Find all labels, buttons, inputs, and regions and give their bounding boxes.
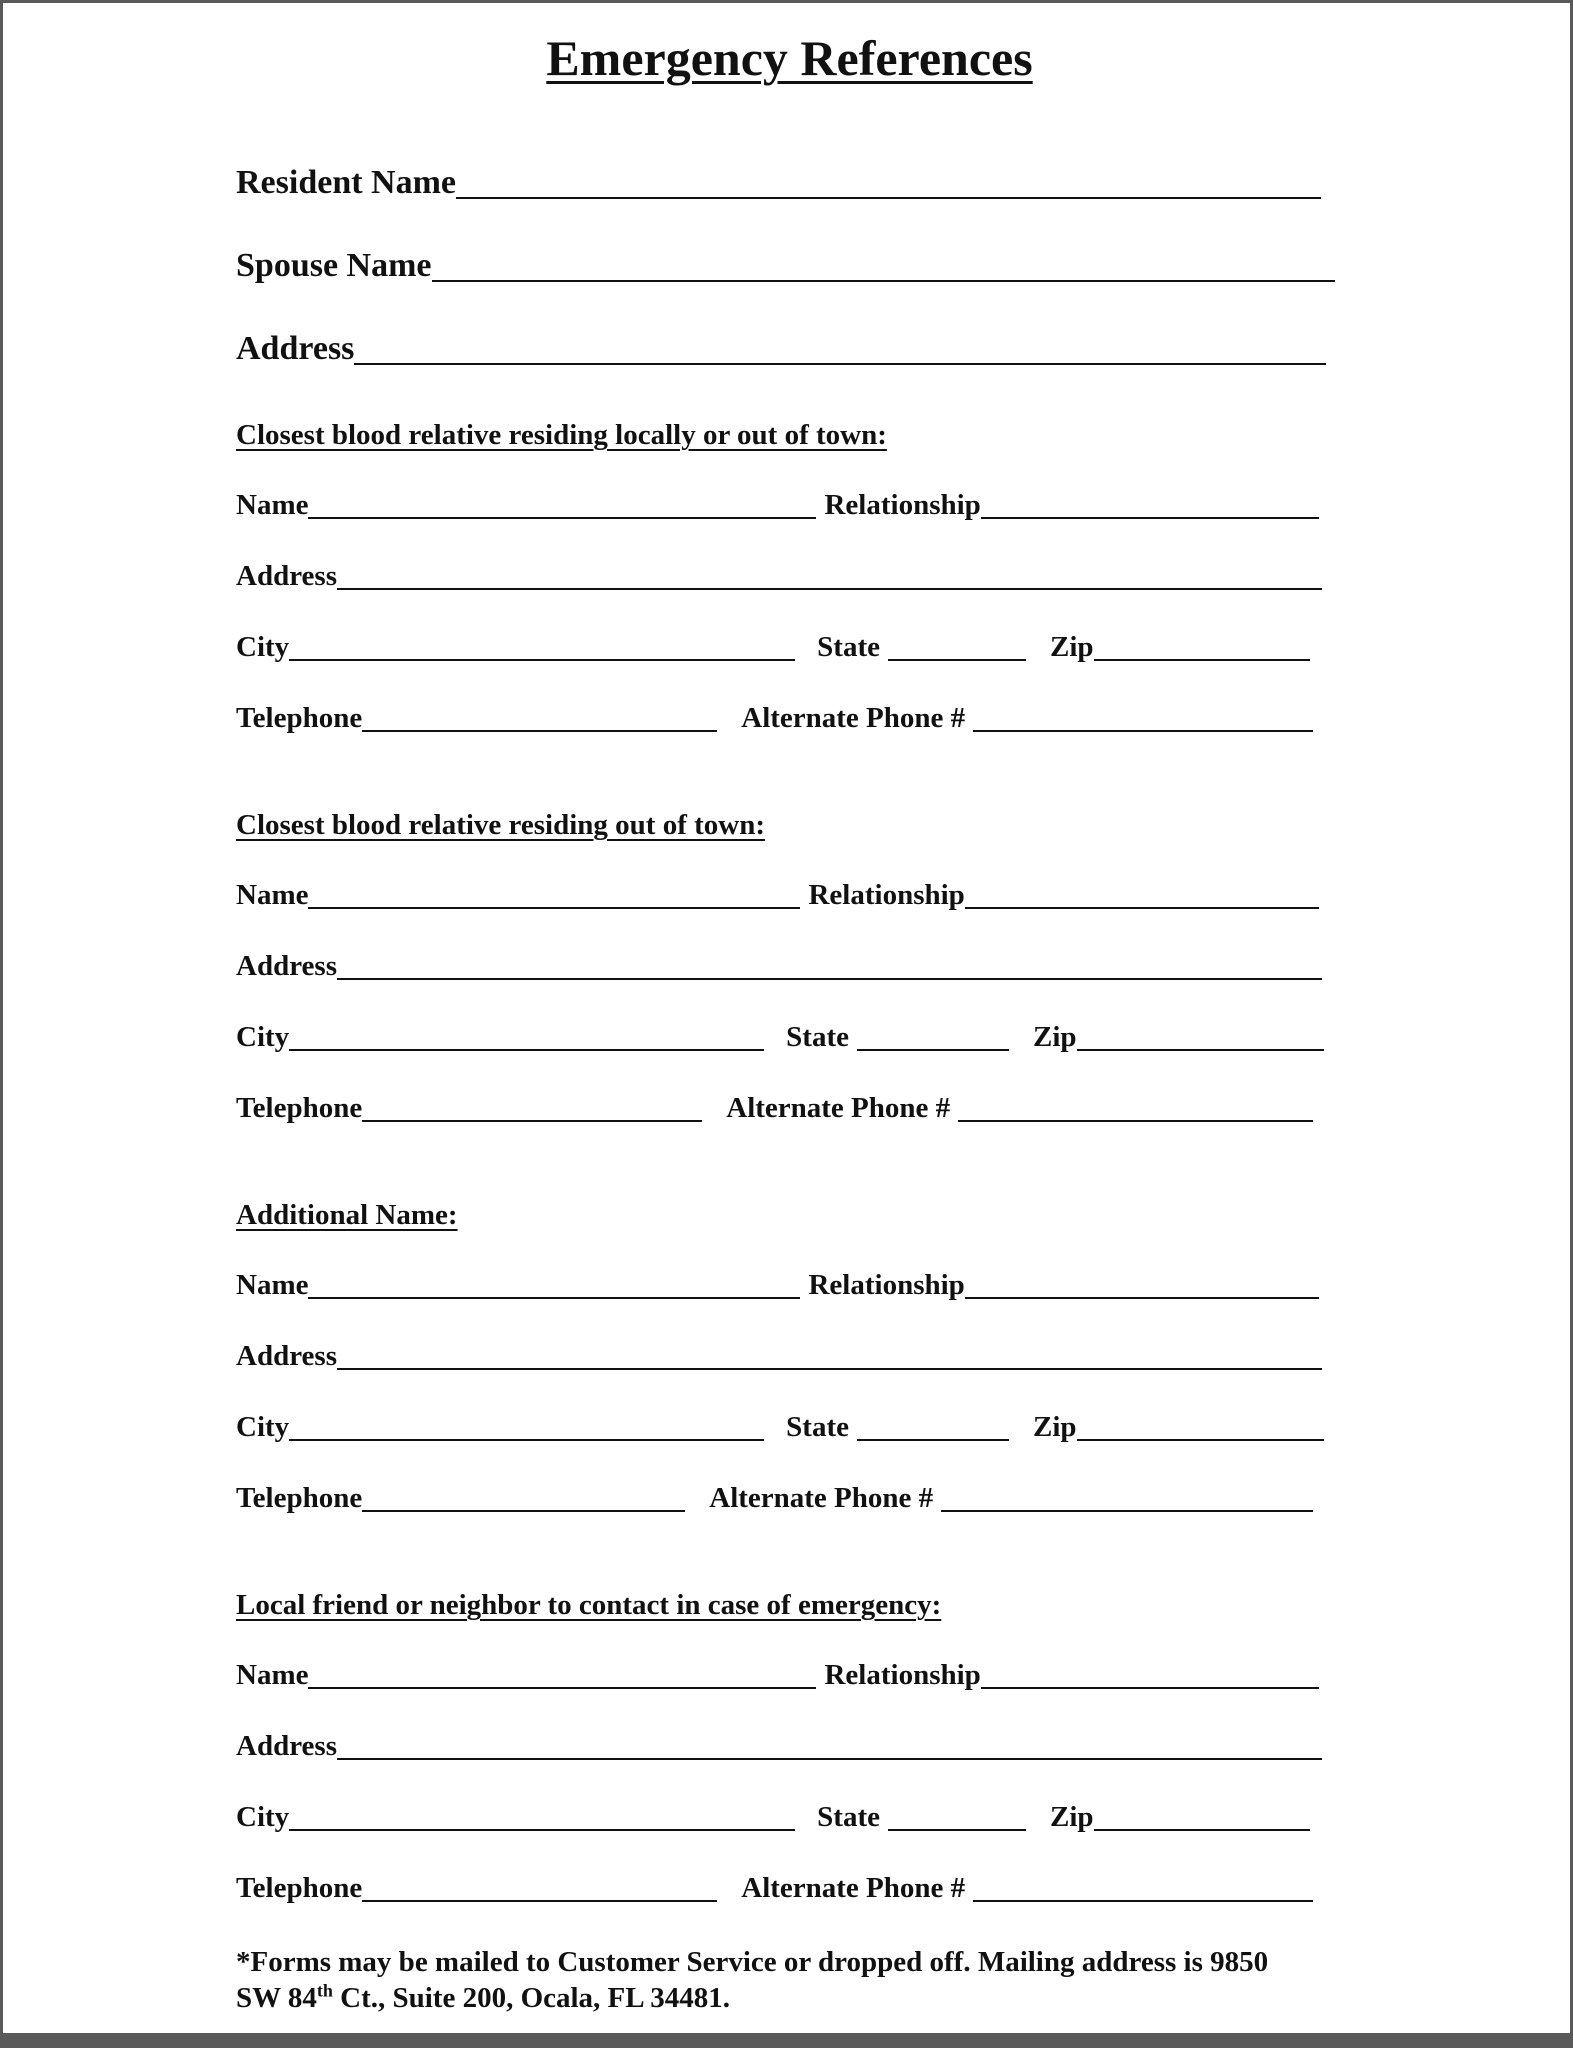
relationship-label: Relationship [824, 1659, 981, 1691]
zip-label: Zip [1033, 1021, 1077, 1053]
city-row [236, 1413, 1324, 1442]
name-label: Name [236, 1659, 309, 1691]
resident-address-field[interactable] [354, 363, 1326, 365]
zip-field[interactable] [1077, 1049, 1324, 1051]
resident-address-label: Address [236, 330, 355, 367]
state-field[interactable] [857, 1439, 1009, 1441]
mailing-note-superscript: th [316, 1980, 333, 2001]
address-label: Address [236, 1730, 337, 1762]
telephone-row [236, 1484, 1313, 1513]
resident-name-label: Resident Name [236, 164, 457, 201]
telephone-field[interactable] [362, 1120, 702, 1122]
telephone-field[interactable] [362, 1900, 717, 1902]
telephone-label: Telephone [236, 1092, 363, 1124]
alt-phone-field[interactable] [941, 1510, 1313, 1512]
telephone-field[interactable] [362, 1510, 685, 1512]
city-row [236, 633, 1310, 662]
mailing-note-line1: *Forms may be mailed to Customer Service or dropped off. Mailing address is 9850 [236, 1946, 1269, 1978]
city-label: City [236, 1411, 290, 1443]
alt-phone-field[interactable] [973, 730, 1313, 732]
address-field[interactable] [337, 1758, 1322, 1760]
city-label: City [236, 631, 290, 663]
spouse-name-label: Spouse Name [236, 247, 432, 284]
alt-phone-field[interactable] [958, 1120, 1313, 1122]
spouse-name-row [236, 249, 1335, 283]
zip-label: Zip [1050, 1801, 1094, 1833]
name-row [236, 1661, 1319, 1690]
name-field[interactable] [308, 517, 816, 519]
name-label: Name [236, 489, 309, 521]
mailing-note [236, 1944, 1376, 2016]
state-label: State [786, 1021, 849, 1053]
section-heading: Local friend or neighbor to contact in case of emergency: [236, 1589, 942, 1621]
relationship-label: Relationship [808, 1269, 965, 1301]
form-title: Emergency References [546, 30, 1033, 86]
city-label: City [236, 1801, 290, 1833]
city-field[interactable] [289, 659, 795, 661]
name-row [236, 881, 1319, 910]
state-field[interactable] [888, 1829, 1026, 1831]
state-field[interactable] [857, 1049, 1009, 1051]
city-field[interactable] [289, 1439, 764, 1441]
address-field[interactable] [337, 978, 1322, 980]
name-field[interactable] [308, 1687, 816, 1689]
section-heading: Closest blood relative residing out of town: [236, 809, 765, 841]
state-label: State [817, 1801, 880, 1833]
alt-phone-label: Alternate Phone # [741, 702, 966, 734]
relationship-field[interactable] [981, 517, 1319, 519]
section-heading: Closest blood relative residing locally or out of town: [236, 419, 887, 451]
resident-name-row [236, 166, 1321, 200]
address-row [236, 562, 1322, 591]
mailing-note-line2-start: SW 84 [236, 1982, 317, 2014]
resident-name-field[interactable] [456, 197, 1321, 199]
alt-phone-label: Alternate Phone # [741, 1872, 966, 1904]
form-page [3, 3, 1570, 2033]
zip-field[interactable] [1094, 659, 1310, 661]
city-field[interactable] [289, 1049, 764, 1051]
address-label: Address [236, 560, 337, 592]
zip-field[interactable] [1077, 1439, 1324, 1441]
address-row [236, 952, 1322, 981]
address-field[interactable] [337, 1368, 1322, 1370]
telephone-field[interactable] [362, 730, 717, 732]
name-field[interactable] [308, 907, 800, 909]
telephone-row [236, 704, 1313, 733]
section-heading: Additional Name: [236, 1199, 458, 1231]
address-label: Address [236, 950, 337, 982]
alt-phone-field[interactable] [973, 1900, 1313, 1902]
alt-phone-label: Alternate Phone # [726, 1092, 951, 1124]
spouse-name-field[interactable] [432, 280, 1335, 282]
relationship-field[interactable] [981, 1687, 1319, 1689]
relationship-label: Relationship [824, 489, 981, 521]
relationship-field[interactable] [965, 1297, 1319, 1299]
city-label: City [236, 1021, 290, 1053]
address-row [236, 1732, 1322, 1761]
zip-label: Zip [1050, 631, 1094, 663]
name-label: Name [236, 1269, 309, 1301]
name-row [236, 491, 1319, 520]
zip-field[interactable] [1094, 1829, 1310, 1831]
name-field[interactable] [308, 1297, 800, 1299]
address-row [236, 1342, 1322, 1371]
city-field[interactable] [289, 1829, 795, 1831]
alt-phone-label: Alternate Phone # [709, 1482, 934, 1514]
mailing-note-line2 [236, 1980, 1376, 2016]
telephone-label: Telephone [236, 702, 363, 734]
address-field[interactable] [337, 588, 1322, 590]
telephone-row [236, 1874, 1313, 1903]
name-row [236, 1271, 1319, 1300]
state-field[interactable] [888, 659, 1026, 661]
state-label: State [817, 631, 880, 663]
relationship-field[interactable] [965, 907, 1319, 909]
telephone-label: Telephone [236, 1482, 363, 1514]
relationship-label: Relationship [808, 879, 965, 911]
telephone-row [236, 1094, 1313, 1123]
mailing-note-line2-end: Ct., Suite 200, Ocala, FL 34481. [332, 1982, 731, 2014]
resident-address-row [236, 332, 1326, 366]
telephone-label: Telephone [236, 1872, 363, 1904]
address-label: Address [236, 1340, 337, 1372]
name-label: Name [236, 879, 309, 911]
city-row [236, 1023, 1324, 1052]
zip-label: Zip [1033, 1411, 1077, 1443]
city-row [236, 1803, 1310, 1832]
state-label: State [786, 1411, 849, 1443]
